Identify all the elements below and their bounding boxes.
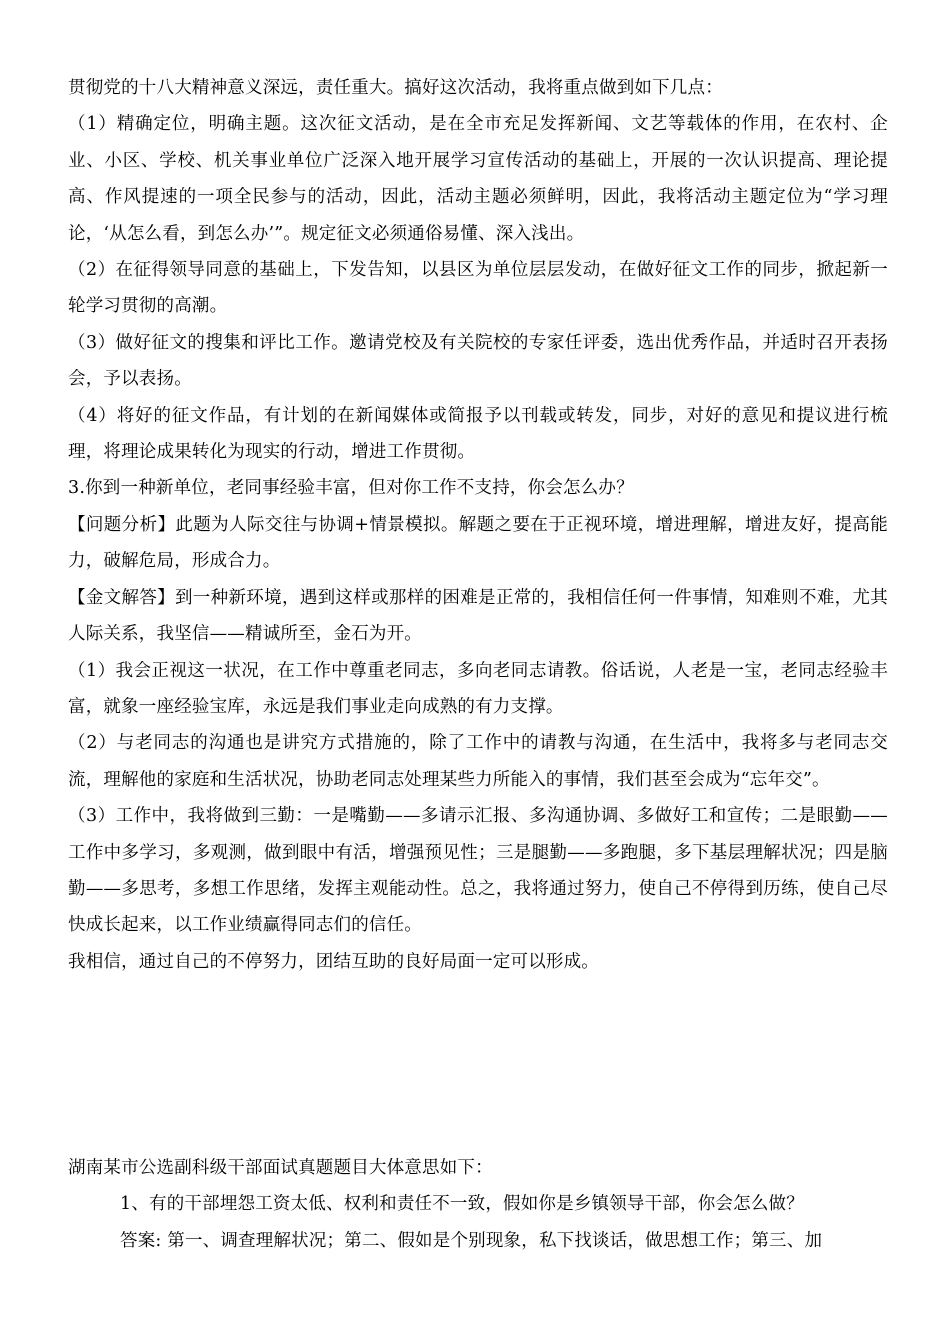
answer-point-1: （1）我会正视这一状况，在工作中尊重老同志，多向老同志请教。俗话说，人老是一宝，老同志经验丰富，就象一座经验宝库，永远是我们事业走向成熟的有力支撑。 <box>68 660 888 717</box>
closing-paragraph: 我相信，通过自己的不停努力，团结互助的良好局面一定可以形成。 <box>68 951 599 972</box>
hunan-section <box>68 1150 888 1259</box>
problem-analysis: 【问题分析】此题为人际交往与协调+情景模拟。解题之要在于正视环境，增进理解，增进友好，提高能力，破解危局，形成合力。 <box>68 514 888 572</box>
paragraph-point-1: （1）精确定位，明确主题。这次征文活动，是在全市充足发挥新闻、文艺等载体的作用，在农村、企业、小区、学校、机关事业单位广泛深入地开展学习宣传活动的基础上，开展的一次认识提高、理论提高、作风提速的一项全民参与的活动，因此，活动主题必须鲜明，因此，我将活动主题定位为“学习理论，‘从怎么看，到怎么办’”。规定征文必须通俗易懂、深入浅出。 <box>68 114 888 244</box>
answer-point-3: （3）工作中，我将做到三勤：一是嘴勤——多请示汇报、多沟通协调、多做好工和宣传；二是眼勤——工作中多学习，多观测，做到眼中有活，增强预见性；三是腿勤——多跑腿，多下基层理解状况；四是脑勤——多思考，多想工作思绪，发挥主观能动性。总之，我将通过努力，使自己不停得到历练，使自己尽快成长起来，以工作业绩赢得同志们的信任。 <box>68 806 888 936</box>
answer-point-2: （2）与老同志的沟通也是讲究方式措施的，除了工作中的请教与沟通，在生活中，我将多与老同志交流，理解他的家庭和生活状况，协助老同志处理某些力所能入的事情，我们甚至会成为“忘年交”。 <box>68 733 888 790</box>
paragraph-point-3: （3）做好征文的搜集和评比工作。邀请党校及有关院校的专家任评委，选出优秀作品，并适时召开表扬会，予以表扬。 <box>68 332 888 390</box>
paragraph-point-2: （2）在征得领导同意的基础上，下发告知，以县区为单位层层发动，在做好征文工作的同步，掀起新一轮学习贯彻的高潮。 <box>68 260 888 317</box>
question-3: 3.你到一种新单位，老同事经验丰富，但对你工作不支持，你会怎么办？ <box>68 478 634 499</box>
section-heading: 湖南某市公选副科级干部面试真题题目大体意思如下： <box>68 1158 493 1178</box>
model-answer: 【金文解答】到一种新环境，遇到这样或那样的困难是正常的，我相信任何一件事情，知难则不难，尤其人际关系，我坚信——精诚所至，金石为开。 <box>68 587 888 645</box>
paragraph-point-4: （4）将好的征文作品，有计划的在新闻媒体或简报予以刊载或转发，同步，对好的意见和提议进行梳理，将理论成果转化为现实的行动，增进工作贯彻。 <box>68 405 888 463</box>
paragraph-intro: 贯彻党的十八大精神意义深远，责任重大。搞好这次活动，我将重点做到如下几点： <box>68 78 723 98</box>
main-text-block <box>68 70 888 980</box>
hunan-question-1: 1、有的干部埋怨工资太低、权利和责任不一致，假如你是乡镇领导干部，你会怎么做？ <box>120 1194 804 1215</box>
hunan-answer-1: 答案: 第一、调查理解状况；第二、假如是个别现象，私下找谈话，做思想工作；第三、加 <box>120 1230 823 1251</box>
